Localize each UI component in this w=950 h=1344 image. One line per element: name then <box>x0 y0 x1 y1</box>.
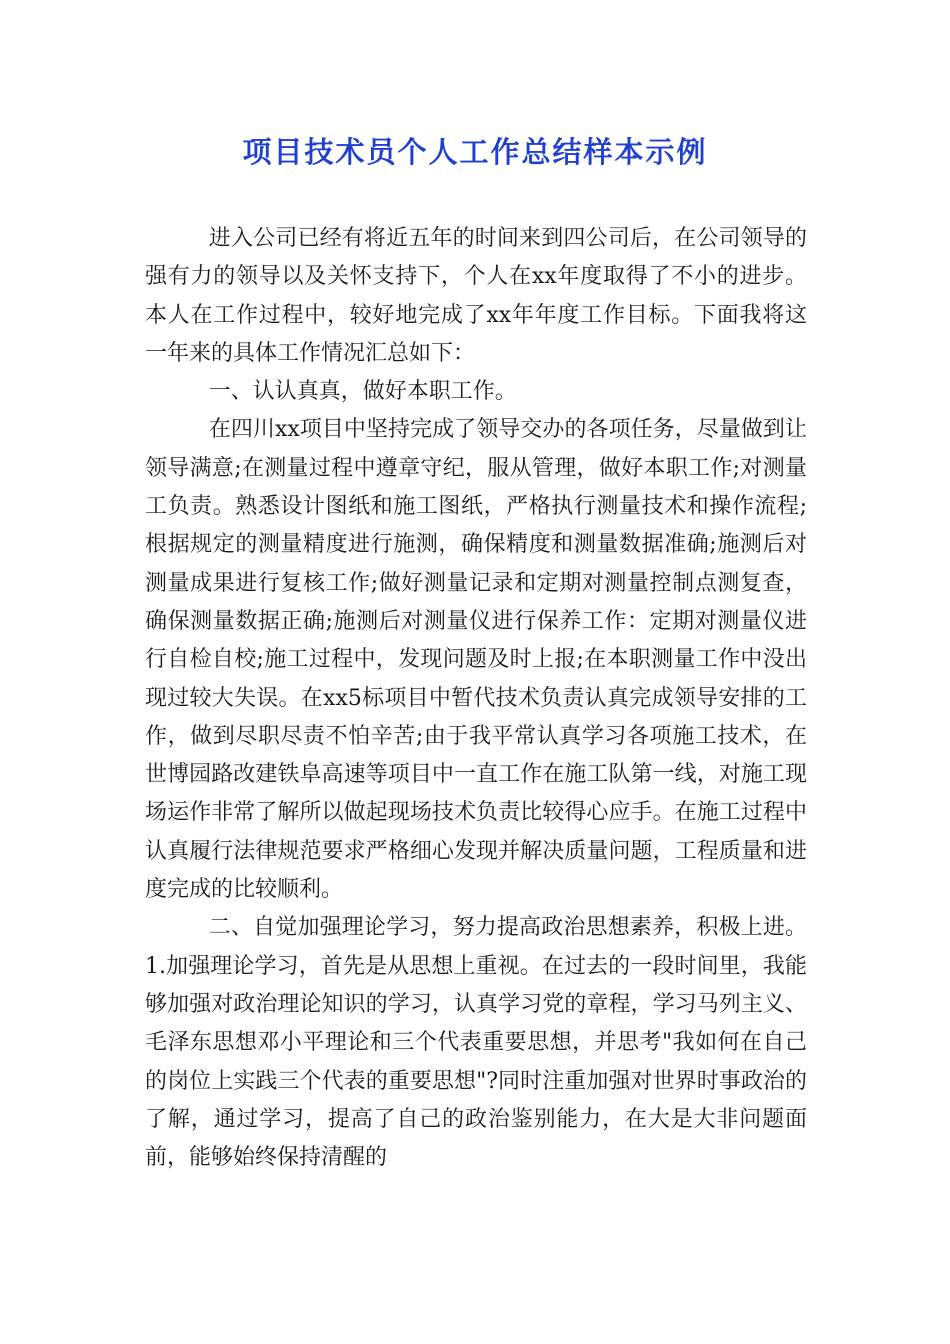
document-body <box>145 220 807 1177</box>
paragraph-heading-2: 二、自觉加强理论学习，努力提高政治思想素养，积极上进。 1.加强理论学习，首先是从思想上重视。在过去的一段时间里，我能够加强对政治理论知识的学习，认真学习党的章程，学习马列主义、毛泽东思想邓小平理论和三个代表重要思想，并思考"我如何在自己的岗位上实践三个代表的重要思想"?同时注重加强对世界时事政治的了解，通过学习，提高了自己的政治鉴别能力，在大是大非问题面前，能够始终保持清醒的 <box>145 915 807 1171</box>
paragraph-work-details: 在四川xx项目中坚持完成了领导交办的各项任务，尽量做到让领导满意;在测量过程中遵章守纪，服从管理，做好本职工作;对测量工负责。熟悉设计图纸和施工图纸，严格执行测量技术和操作流程;根据规定的测量精度进行施测，确保精度和测量数据准确;施测后对测量成果进行复核工作;做好测量记录和定期对测量控制点测复查，确保测量数据正确;施测后对测量仪进行保养工作：定期对测量仪进行自检自校;施工过程中，发现问题及时上报;在本职测量工作中没出现过较大失误。在xx5标项目中暂代技术负责认真完成领导安排的工作，做到尽职尽责不怕辛苦;由于我平常认真学习各项施工技术，在世博园路改建铁阜高速等项目中一直工作在施工队第一线，对施工现场运作非常了解所以做起现场技术负责比较得心应手。在施工过程中认真履行法律规范要求严格细心发现并解决质量问题，工程质量和进度完成的比较顺利。 <box>145 417 807 903</box>
paragraph-heading-1: 一、认认真真，做好本职工作。 <box>208 379 517 405</box>
document-title: 项目技术员个人工作总结样本示例 <box>242 135 708 169</box>
paragraph-intro: 进入公司已经有将近五年的时间来到四公司后，在公司领导的强有力的领导以及关怀支持下，个人在xx年度取得了不小的进步。本人在工作过程中，较好地完成了xx年年度工作目标。下面我将这一年来的具体工作情况汇总如下： <box>145 226 807 366</box>
